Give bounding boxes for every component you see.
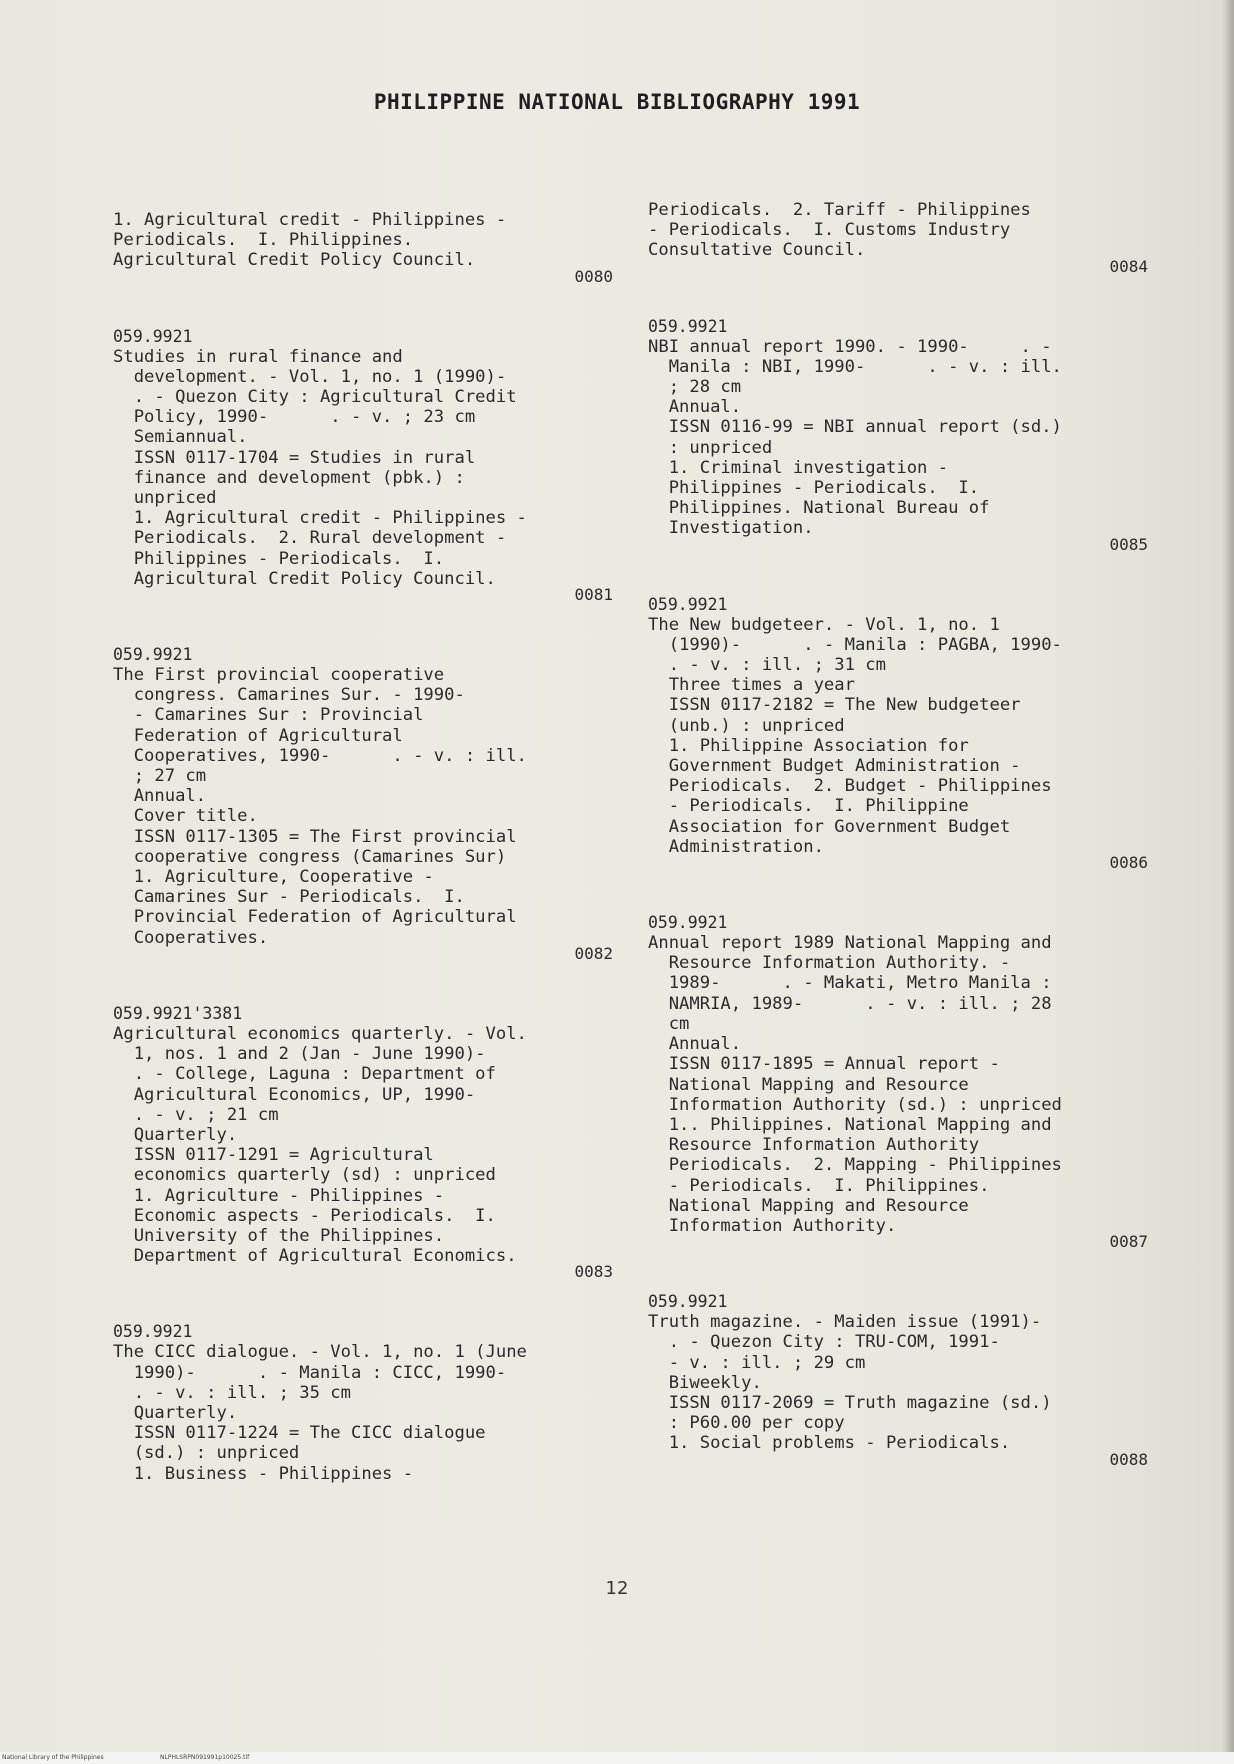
- entry-number: 0088: [1109, 1449, 1148, 1469]
- entry-line: NBI annual report 1990. - 1990- . -: [648, 336, 1052, 357]
- entry-line: Annual.: [648, 1034, 742, 1055]
- entry-line: 1989- . - Makati, Metro Manila :: [648, 973, 1052, 994]
- bibliography-entry: [113, 1004, 613, 1282]
- entry-line: 1. Philippine Association for: [648, 735, 969, 756]
- entry-line: 1. Agriculture, Cooperative -: [113, 867, 434, 888]
- entry-line: Consultative Council.: [648, 240, 866, 261]
- entry-line: Annual.: [648, 397, 742, 418]
- entry-line: - Periodicals. I. Philippines.: [648, 1175, 990, 1196]
- classification-number: 059.9921: [648, 316, 728, 336]
- entry-line: National Mapping and Resource: [648, 1195, 969, 1216]
- entry-line: Philippines - Periodicals. I.: [648, 478, 980, 499]
- entry-line: 1. Business - Philippines -: [113, 1463, 414, 1484]
- entry-line: The First provincial cooperative: [113, 665, 445, 686]
- classification-number: 059.9921: [113, 645, 193, 665]
- entry-line: Information Authority.: [648, 1215, 897, 1236]
- entry-line: Information Authority (sd.) : unpriced: [648, 1094, 1062, 1115]
- entry-line: Biweekly.: [648, 1372, 762, 1393]
- entry-line: Resource Information Authority. -: [648, 953, 1011, 974]
- entry-line: Federation of Agricultural: [113, 725, 403, 746]
- entry-line: ISSN 0117-2182 = The New budgeteer: [648, 695, 1021, 716]
- entry-line: economics quarterly (sd) : unpriced: [113, 1165, 496, 1186]
- entry-line: ISSN 0116-99 = NBI annual report (sd.): [648, 417, 1062, 438]
- entry-line: Investigation.: [648, 518, 814, 539]
- entry-line: Agricultural Credit Policy Council.: [113, 250, 476, 271]
- classification-number: 059.9921'3381: [113, 1003, 243, 1023]
- entry-number: 0083: [574, 1262, 613, 1282]
- entry-line: - v. : ill. ; 29 cm: [648, 1352, 866, 1373]
- entry-number: 0082: [574, 943, 613, 963]
- classification-number: 059.9921: [113, 326, 193, 346]
- entry-line: cm: [648, 1013, 690, 1034]
- entry-line: Philippines. National Bureau of: [648, 498, 990, 519]
- entry-line: Cooperatives.: [113, 927, 269, 948]
- entry-line: Truth magazine. - Maiden issue (1991)-: [648, 1312, 1042, 1333]
- bibliography-entry: [648, 595, 1148, 873]
- entry-line: Annual.: [113, 786, 207, 807]
- entry-line: ISSN 0117-1224 = The CICC dialogue: [113, 1423, 486, 1444]
- classification-number: 059.9921: [648, 1292, 728, 1312]
- entry-line: 1.. Philippines. National Mapping and: [648, 1114, 1052, 1135]
- left-column: [113, 210, 613, 1484]
- right-column: [648, 200, 1148, 1470]
- bibliography-entry: [113, 327, 613, 605]
- entry-line: . - College, Laguna : Department of: [113, 1064, 496, 1085]
- classification-number: 059.9921: [113, 1322, 193, 1342]
- entry-line: 1. Criminal investigation -: [648, 457, 949, 478]
- entry-line: University of the Philippines.: [113, 1225, 445, 1246]
- entry-line: 1. Social problems - Periodicals.: [648, 1433, 1011, 1454]
- bibliography-entry: [113, 645, 613, 964]
- entry-line: . - Quezon City : Agricultural Credit: [113, 387, 517, 408]
- entry-line: ; 27 cm: [113, 766, 207, 787]
- entry-line: : P60.00 per copy: [648, 1413, 845, 1434]
- entry-line: Periodicals. 2. Rural development -: [113, 528, 507, 549]
- entry-number: 0084: [1109, 256, 1148, 276]
- entry-line: - Periodicals. I. Philippine: [648, 796, 969, 817]
- bibliography-entry: [113, 1322, 613, 1483]
- entry-line: Agricultural Credit Policy Council.: [113, 568, 496, 589]
- classification-number: 059.9921: [648, 913, 728, 933]
- entry-number: 0086: [1109, 853, 1148, 873]
- entry-line: cooperative congress (Camarines Sur): [113, 846, 507, 867]
- entry-line: 1. Agriculture - Philippines -: [113, 1185, 445, 1206]
- classification-number: 059.9921: [648, 594, 728, 614]
- entry-line: Manila : NBI, 1990- . - v. : ill.: [648, 356, 1062, 377]
- entry-line: Periodicals. I. Philippines.: [113, 230, 414, 251]
- entry-line: Quarterly.: [113, 1124, 238, 1145]
- entry-line: congress. Camarines Sur. - 1990-: [113, 685, 465, 706]
- entry-number: 0080: [574, 266, 613, 286]
- entry-number: 0081: [574, 585, 613, 605]
- entry-line: Annual report 1989 National Mapping and: [648, 933, 1052, 954]
- entry-line: Three times a year: [648, 675, 855, 696]
- entry-line: : unpriced: [648, 437, 773, 458]
- page-number: 12: [605, 1578, 629, 1599]
- entry-line: Resource Information Authority: [648, 1135, 980, 1156]
- entry-line: . - Quezon City : TRU-COM, 1991-: [648, 1332, 1000, 1353]
- bibliography-entry: [648, 200, 1148, 277]
- entry-line: . - v. : ill. ; 31 cm: [648, 655, 886, 676]
- scan-footer: [0, 1752, 1234, 1764]
- entry-line: Cooperatives, 1990- . - v. : ill.: [113, 745, 527, 766]
- entry-line: Administration.: [648, 836, 824, 857]
- entry-line: Periodicals. 2. Mapping - Philippines: [648, 1155, 1062, 1176]
- entry-line: Association for Government Budget: [648, 816, 1011, 837]
- entry-line: (sd.) : unpriced: [113, 1443, 300, 1464]
- footer-library: National Library of the Philippines: [2, 1754, 104, 1761]
- entry-line: Cover title.: [113, 806, 258, 827]
- entry-line: . - v. : ill. ; 35 cm: [113, 1382, 351, 1403]
- entry-line: development. - Vol. 1, no. 1 (1990)-: [113, 366, 507, 387]
- bibliography-entry: [648, 1292, 1148, 1469]
- entry-line: Economic aspects - Periodicals. I.: [113, 1205, 496, 1226]
- entry-line: 1. Agricultural credit - Philippines -: [113, 508, 527, 529]
- entry-line: Policy, 1990- . - v. ; 23 cm: [113, 407, 476, 428]
- entry-line: (unb.) : unpriced: [648, 715, 845, 736]
- footer-file: NLPHLSRPN091991p10025.tif: [160, 1754, 250, 1761]
- entry-line: ISSN 0117-1704 = Studies in rural: [113, 447, 476, 468]
- entry-line: ISSN 0117-1305 = The First provincial: [113, 826, 517, 847]
- entry-line: Provincial Federation of Agricultural: [113, 907, 517, 928]
- entry-line: ISSN 0117-2069 = Truth magazine (sd.): [648, 1392, 1052, 1413]
- entry-line: The New budgeteer. - Vol. 1, no. 1: [648, 614, 1000, 635]
- entry-line: National Mapping and Resource: [648, 1074, 969, 1095]
- entry-line: Semiannual.: [113, 427, 248, 448]
- page-edge-shadow: [1222, 0, 1234, 1764]
- entry-line: ISSN 0117-1291 = Agricultural: [113, 1145, 434, 1166]
- entry-line: Periodicals. 2. Tariff - Philippines: [648, 200, 1031, 220]
- entry-line: Philippines - Periodicals. I.: [113, 548, 445, 569]
- entry-line: Periodicals. 2. Budget - Philippines: [648, 776, 1052, 797]
- bibliography-entry: [648, 913, 1148, 1252]
- entry-line: Studies in rural finance and: [113, 346, 403, 367]
- entry-line: unpriced: [113, 488, 217, 509]
- entry-line: Department of Agricultural Economics.: [113, 1246, 517, 1267]
- entry-number: 0087: [1109, 1232, 1148, 1252]
- entry-line: Government Budget Administration -: [648, 756, 1021, 777]
- entry-line: finance and development (pbk.) :: [113, 467, 465, 488]
- entry-line: 1. Agricultural credit - Philippines -: [113, 210, 507, 230]
- entry-line: Camarines Sur - Periodicals. I.: [113, 887, 465, 908]
- entry-line: - Camarines Sur : Provincial: [113, 705, 424, 726]
- entry-line: . - v. ; 21 cm: [113, 1104, 279, 1125]
- entry-line: ISSN 0117-1895 = Annual report -: [648, 1054, 1000, 1075]
- entry-line: NAMRIA, 1989- . - v. : ill. ; 28: [648, 993, 1052, 1014]
- entry-line: Agricultural economics quarterly. - Vol.: [113, 1023, 527, 1044]
- entry-line: 1, nos. 1 and 2 (Jan - June 1990)-: [113, 1044, 486, 1065]
- entry-line: 1990)- . - Manila : CICC, 1990-: [113, 1362, 507, 1383]
- entry-line: (1990)- . - Manila : PAGBA, 1990-: [648, 634, 1062, 655]
- entry-line: Agricultural Economics, UP, 1990-: [113, 1084, 476, 1105]
- bibliography-entry: [648, 317, 1148, 555]
- page-title: PHILIPPINE NATIONAL BIBLIOGRAPHY 1991: [373, 90, 861, 114]
- entry-line: ; 28 cm: [648, 377, 742, 398]
- bibliography-entry: [113, 210, 613, 287]
- entry-line: The CICC dialogue. - Vol. 1, no. 1 (June: [113, 1342, 527, 1363]
- entry-line: - Periodicals. I. Customs Industry: [648, 220, 1011, 241]
- entry-number: 0085: [1109, 534, 1148, 554]
- entry-line: Quarterly.: [113, 1402, 238, 1423]
